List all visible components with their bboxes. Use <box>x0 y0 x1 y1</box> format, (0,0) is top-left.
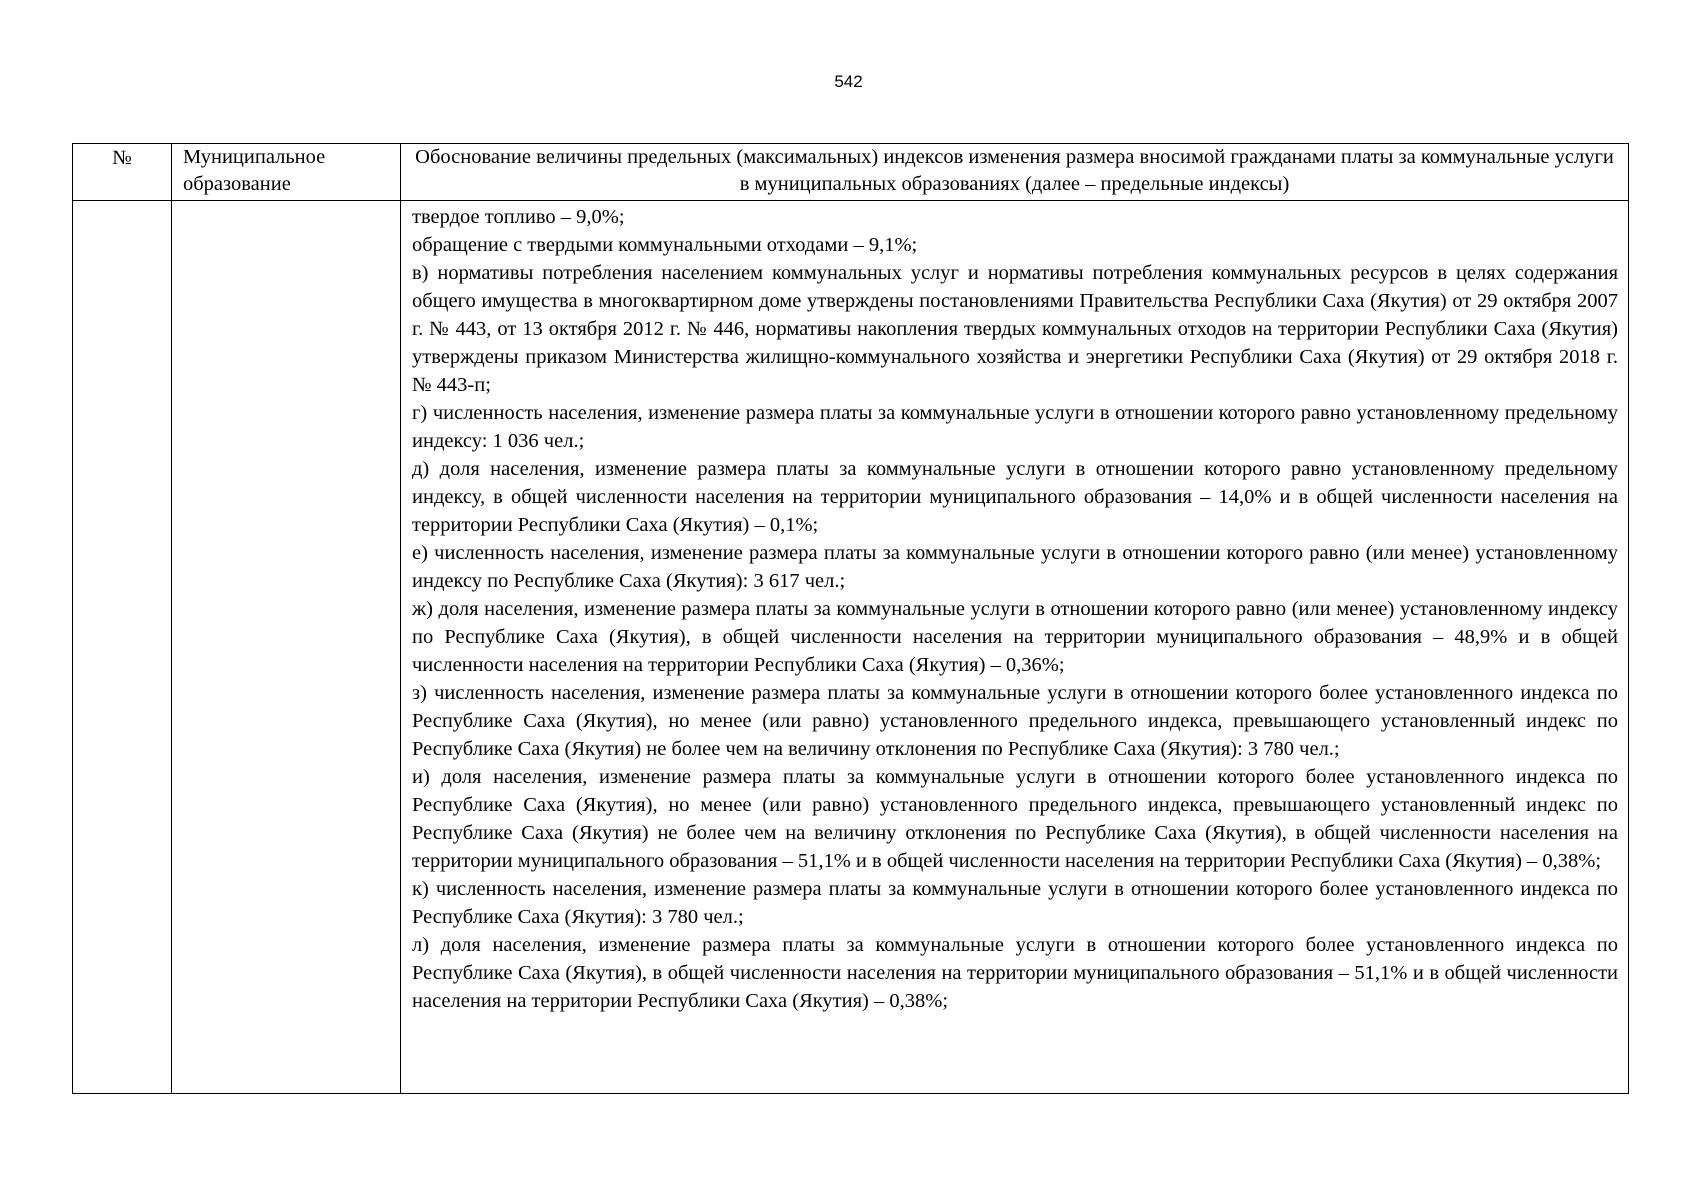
paragraph: г) численность населения, изменение размера платы за коммунальные услуги в отношении которого равно установленному предельному индексу: 1 036 чел.; <box>412 402 1618 452</box>
paragraph: ж) доля населения, изменение размера платы за коммунальные услуги в отношении которого равно (или менее) установленному индексу по Республике Саха (Якутия), в общей численности населения на территории муниципального образования – 48,9% и в общей численности населения на территории Республики Саха (Якутия) – 0,36%; <box>412 598 1618 676</box>
table-header-row <box>73 144 1629 201</box>
header-municipality: Муниципальное образование <box>172 144 401 201</box>
paragraph: з) численность населения, изменение размера платы за коммунальные услуги в отношении которого более установленного индекса по Республике Саха (Якутия), но менее (или равно) установленного предельного индекса, превышающего установленный индекс по Республике Саха (Якутия) не более чем на величину отклонения по Республике Саха (Якутия): 3 780 чел.; <box>412 682 1618 760</box>
paragraph: е) численность населения, изменение размера платы за коммунальные услуги в отношении которого равно (или менее) установленному индексу по Республике Саха (Якутия): 3 617 чел.; <box>412 542 1618 592</box>
cell-number <box>73 201 172 1094</box>
paragraph: д) доля населения, изменение размера платы за коммунальные услуги в отношении которого равно установленному предельному индексу, в общей численности населения на территории муниципального образования – 14,0% и в общей численности населения на территории Республики Саха (Якутия) – 0,1%; <box>412 458 1618 536</box>
paragraph: обращение с твердыми коммунальными отходами – 9,1%; <box>412 234 918 256</box>
paragraph: в) нормативы потребления населением коммунальных услуг и нормативы потребления коммунальных ресурсов в целях содержания общего имущества в многоквартирном доме утверждены постановлениями Правительства Республики Саха (Якутия) от 29 октября 2007 г. № 443, от 13 октября 2012 г. № 446, нормативы накопления твердых коммунальных отходов на территории Республики Саха (Якутия) утверждены приказом Министерства жилищно-коммунального хозяйства и энергетики Республики Саха (Якутия) от 29 октября 2018 г. № 443-п; <box>412 262 1618 396</box>
paragraph: и) доля населения, изменение размера платы за коммунальные услуги в отношении которого более установленного индекса по Республике Саха (Якутия), но менее (или равно) установленного предельного индекса, превышающего установленный индекс по Республике Саха (Якутия) не более чем на величину отклонения по Республике Саха (Якутия), в общей численности населения на территории муниципального образования – 51,1% и в общей численности населения на территории Республики Саха (Якутия) – 0,38%; <box>412 766 1618 872</box>
justification-table <box>72 143 1629 1094</box>
header-number: № <box>73 144 172 201</box>
paragraph: твердое топливо – 9,0%; <box>412 206 625 228</box>
paragraph: к) численность населения, изменение размера платы за коммунальные услуги в отношении которого более установленного индекса по Республике Саха (Якутия): 3 780 чел.; <box>412 878 1618 928</box>
header-justification: Обоснование величины предельных (максимальных) индексов изменения размера вносимой гражданами платы за коммунальные услуги в муниципальных образованиях (далее – предельные индексы) <box>401 144 1629 201</box>
paragraph: л) доля населения, изменение размера платы за коммунальные услуги в отношении которого более установленного индекса по Республике Саха (Якутия), в общей численности населения на территории муниципального образования – 51,1% и в общей численности населения на территории Республики Саха (Якутия) – 0,38%; <box>412 934 1618 1012</box>
table-row <box>73 201 1629 1094</box>
cell-justification <box>401 201 1629 1094</box>
cell-municipality <box>172 201 401 1094</box>
page-number: 542 <box>834 72 863 91</box>
